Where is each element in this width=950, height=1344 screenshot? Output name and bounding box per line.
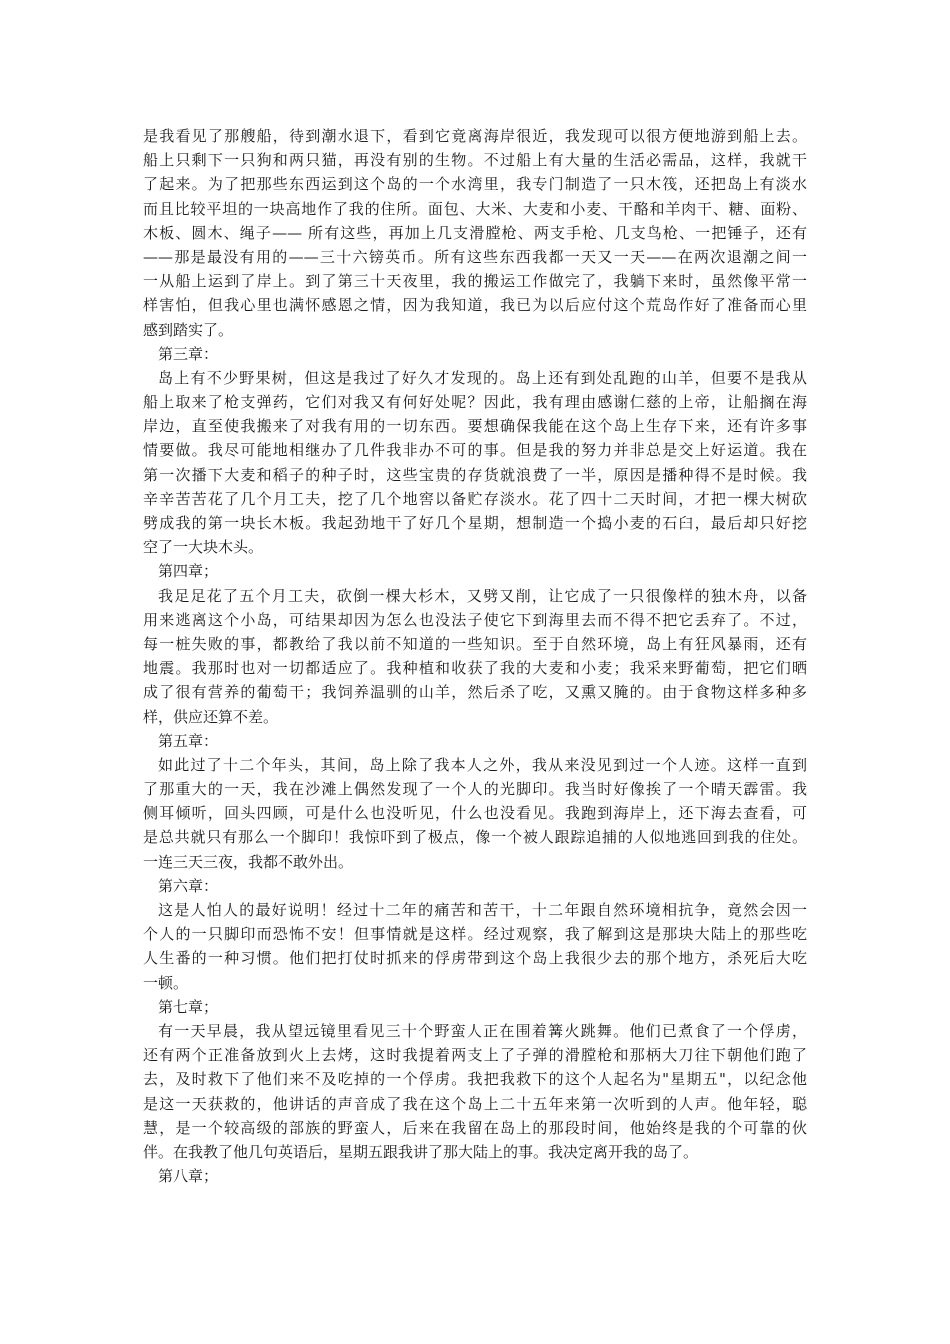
chapter-heading-text: 第六章： — [158, 876, 219, 895]
text-line: 而且比较平坦的一块高地作了我的住所。面包、大米、大麦和小麦、干酪和羊肉干、糖、面粉、 — [143, 199, 807, 218]
text-line: 地震。我那时也对一切都适应了。我种植和收获了我的大麦和小麦；我采来野葡萄，把它们晒 — [143, 659, 807, 678]
text-line: ——那是最没有用的——三十六镑英币。所有这些东西我都一天又一天——在两次退潮之间一 — [143, 247, 807, 266]
chapter-heading — [143, 874, 807, 898]
text-line: 这是人怕人的最好说明！经过十二年的痛苦和苦干，十二年跟自然环境相抗争，竟然会因一 — [158, 901, 807, 919]
chapter-heading-text: 第三章： — [158, 344, 219, 363]
text-line: 木板、圆木、绳子—— 所有这些，再加上几支滑膛枪、两支手枪、几支鸟枪、一把锤子，还有 — [143, 223, 807, 242]
text-line: 成了很有营养的葡萄干；我饲养温驯的山羊，然后杀了吃，又熏又腌的。由于食物这样多种多 — [143, 683, 807, 702]
text-line: 伴。在我教了他几句英语后，星期五跟我讲了那大陆上的事。我决定离开我的岛了。 — [143, 1142, 699, 1161]
text-line: 了那重大的一天，我在沙滩上偶然发现了一个人的光脚印。我当时好像挨了一个晴天霹雷。我 — [143, 780, 807, 799]
text-line: 一从船上运到了岸上。到了第三十天夜里，我的搬运工作做完了，我躺下来时，虽然像平常一 — [143, 272, 807, 291]
text-line: 个人的一只脚印而恐怖不安！但事情就是这样。经过观察，我了解到这是那块大陆上的那些吃 — [143, 925, 807, 944]
text-line: 空了一大块木头。 — [143, 538, 264, 557]
text-line: 一顿。 — [143, 973, 189, 992]
text-line: 劈成我的第一块长木板。我起劲地干了好几个星期，想制造一个捣小麦的石臼，最后却只好挖 — [143, 514, 807, 532]
text-line: 感到踏实了。 — [143, 320, 234, 339]
document-body — [143, 124, 807, 1188]
chapter-heading-text: 第七章； — [158, 997, 219, 1016]
chapter-heading-text: 第五章： — [158, 731, 219, 750]
text-line: 样害怕，但我心里也满怀感恩之情，因为我知道，我已为以后应付这个荒岛作好了准备而心里 — [143, 296, 807, 315]
text-line: 一连三天三夜，我都不敢外出。 — [143, 852, 354, 871]
text-line: 辛辛苦苦花了几个月工夫，挖了几个地窖以备贮存淡水。花了四十二天时间，才把一棵大树砍 — [143, 489, 807, 508]
text-line: 有一天早晨，我从望远镜里看见三十个野蛮人正在围着篝火跳舞。他们已煮食了一个俘虏， — [158, 1021, 807, 1040]
chapter-heading-text: 第四章； — [158, 562, 219, 581]
paragraph — [143, 124, 807, 342]
text-line: 每一桩失败的事，都教给了我以前不知道的一些知识。至于自然环境，岛上有狂风暴雨，还有 — [143, 634, 807, 653]
chapter-heading — [143, 1164, 807, 1188]
paragraph — [143, 753, 807, 874]
text-line: 了起来。为了把那些东西运到这个岛的一个水湾里，我专门制造了一只木筏，还把岛上有淡水 — [143, 175, 807, 194]
chapter-heading — [143, 729, 807, 753]
text-line: 船上取来了枪支弹药，它们对我又有何好处呢？因此，我有理由感谢仁慈的上帝，让船搁在海 — [143, 393, 807, 412]
text-line: 第一次播下大麦和稻子的种子时，这些宝贵的存货就浪费了一半，原因是播种得不是时候。我 — [143, 465, 807, 484]
chapter-heading — [143, 995, 807, 1019]
text-line: 用来逃离这个小岛，可结果却因为怎么也没法子使它下到海里去而不得不把它丢弃了。不过， — [143, 610, 807, 629]
paragraph — [143, 584, 807, 729]
text-line: 样，供应还算不差。 — [143, 707, 279, 726]
text-line: 船上只剩下一只狗和两只猫，再没有别的生物。不过船上有大量的生活必需品，这样，我就干 — [143, 151, 807, 170]
text-line: 如此过了十二个年头，其间，岛上除了我本人之外，我从来没见到过一个人迹。这样一直到 — [158, 755, 807, 774]
chapter-heading — [143, 342, 807, 366]
paragraph — [143, 898, 807, 995]
text-line: 慧，是一个较高级的部族的野蛮人，后来在我留在岛上的那段时间，他始终是我的个可靠的伙 — [143, 1118, 807, 1137]
text-line: 是我看见了那艘船，待到潮水退下，看到它竟离海岸很近，我发现可以很方便地游到船上去。 — [143, 127, 807, 145]
text-line: 侧耳倾听，回头四顾，可是什么也没听见，什么也没看见。我跑到海岸上，还下海去查看，可 — [143, 804, 807, 823]
paragraph — [143, 1019, 807, 1164]
chapter-heading-text: 第八章； — [158, 1167, 219, 1186]
text-line: 还有两个正准备放到火上去烤，这时我提着两支上了子弹的滑膛枪和那柄大刀往下朝他们跑了 — [143, 1046, 807, 1065]
text-line: 我足足花了五个月工夫，砍倒一棵大杉木，又劈又削，让它成了一只很像样的独木舟，以备 — [158, 586, 807, 605]
chapter-heading — [143, 559, 807, 583]
text-line: 人生番的一种习惯。他们把打仗时抓来的俘虏带到这个岛上我很少去的那个地方，杀死后大吃 — [143, 949, 807, 968]
text-line: 去，及时救下了他们来不及吃掉的一个俘虏。我把我救下的这个人起名为"星期五"，以纪念他 — [143, 1070, 807, 1089]
text-line: 情要做。我尽可能地相继办了几件我非办不可的事。但是我的努力并非总是交上好运道。我在 — [143, 441, 807, 460]
text-line: 岸边，直至使我搬来了对我有用的一切东西。要想确保我能在这个岛上生存下来，还有许多事 — [143, 417, 807, 436]
text-line: 是总共就只有那么一个脚印！我惊吓到了极点，像一个被人跟踪追捕的人似地逃回到我的住处。 — [143, 828, 807, 847]
text-line: 是这一天获救的，他讲话的声音成了我在这个岛上二十五年来第一次听到的人声。他年轻，聪 — [143, 1094, 807, 1113]
paragraph — [143, 366, 807, 560]
text-line: 岛上有不少野果树，但这是我过了好久才发现的。岛上还有到处乱跑的山羊，但要不是我从 — [158, 368, 807, 387]
